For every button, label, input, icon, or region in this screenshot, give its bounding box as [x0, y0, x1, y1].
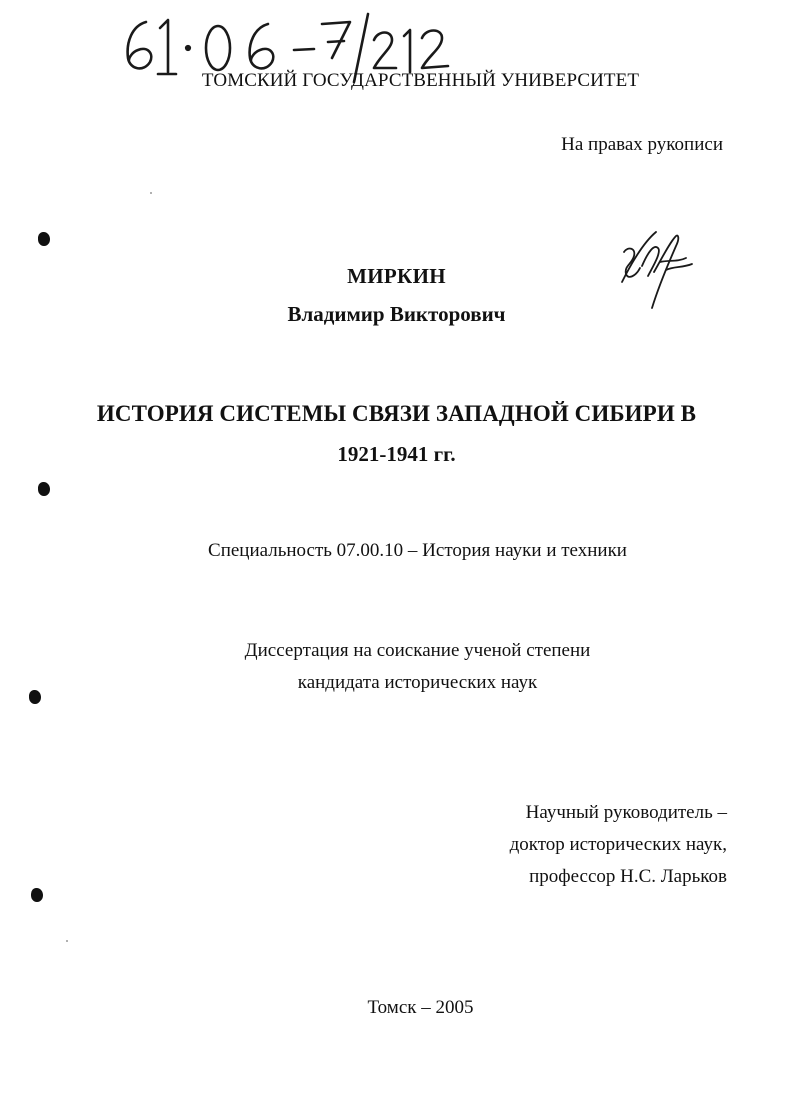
- punch-hole: [38, 482, 50, 496]
- advisor-degree: доктор исторических наук,: [509, 834, 727, 855]
- punch-hole: [38, 232, 50, 246]
- author-surname: МИРКИН: [347, 264, 446, 288]
- dissertation-title-line-1: ИСТОРИЯ СИСТЕМЫ СВЯЗИ ЗАПАДНОЙ СИБИРИ В: [96, 401, 697, 426]
- scan-speck: [66, 940, 68, 942]
- punch-hole: [31, 888, 43, 902]
- city-and-year: Томск – 2005: [367, 997, 474, 1018]
- author-full-name: Владимир Викторович: [287, 302, 506, 326]
- advisor-name: профессор Н.С. Ларьков: [529, 866, 727, 887]
- degree-line-1: Диссертация на соискание ученой степени: [244, 640, 591, 661]
- dissertation-title-line-2: 1921-1941 гг.: [337, 442, 456, 466]
- university-name: ТОМСКИЙ ГОСУДАРСТВЕННЫЙ УНИВЕРСИТЕТ: [201, 70, 640, 91]
- specialty-line: Специальность 07.00.10 – История науки и техники: [208, 540, 627, 561]
- punch-hole: [29, 690, 41, 704]
- rights-note: На правах рукописи: [561, 134, 723, 155]
- degree-line-2: кандидата исторических наук: [297, 672, 538, 693]
- scan-speck: [150, 192, 152, 194]
- advisor-label: Научный руководитель –: [525, 802, 727, 823]
